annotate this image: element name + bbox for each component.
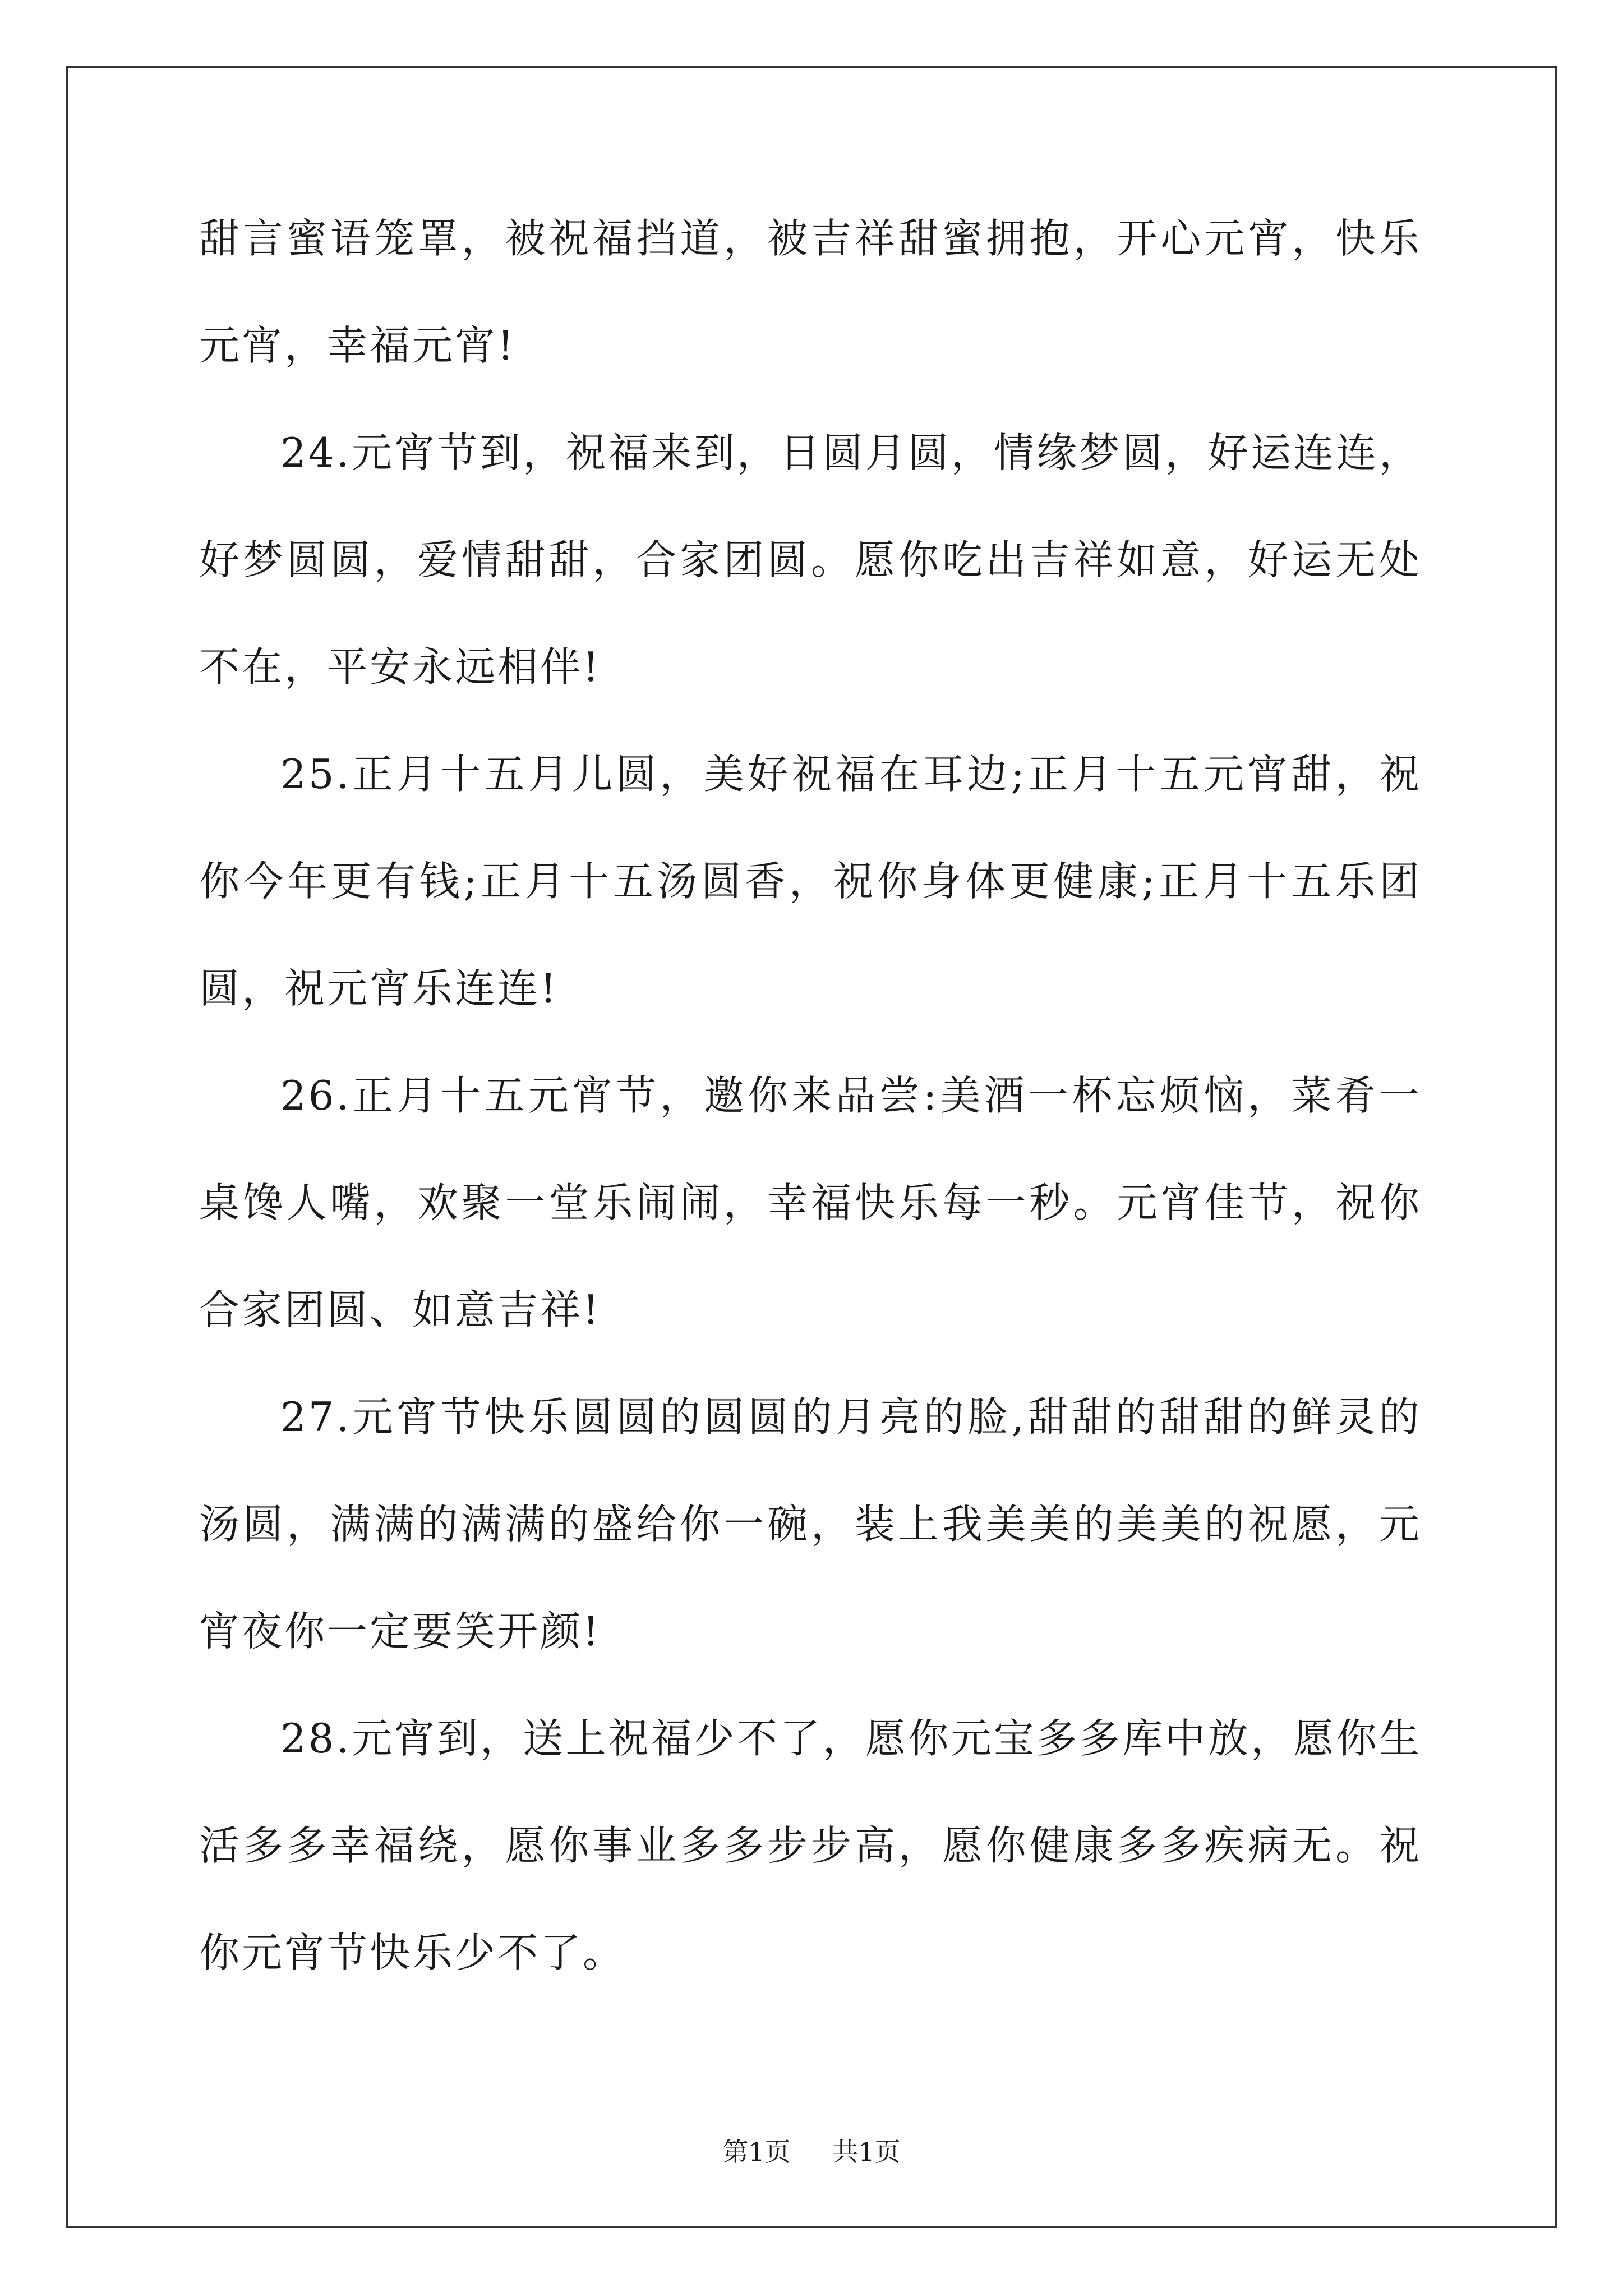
document-body	[199, 185, 1422, 2007]
paragraph-28: 28.元宵到，送上祝福少不了，愿你元宝多多库中放，愿你生活多多幸福绕，愿你事业多多步步高，愿你健康多多疾病无。祝你元宵节快乐少不了。	[199, 1715, 1422, 1976]
paragraph-27: 27.元宵节快乐圆圆的圆圆的月亮的脸,甜甜的甜甜的鲜灵的汤圆，满满的满满的盛给你一碗，装上我美美的美美的祝愿，元宵夜你一定要笑开颜!	[199, 1393, 1422, 1655]
paragraph-24: 24.元宵节到，祝福来到，日圆月圆，情缘梦圆，好运连连，好梦圆圆，爱情甜甜，合家团圆。愿你吃出吉祥如意，好运无处不在，平安永远相伴!	[199, 429, 1422, 691]
paragraph-25: 25.正月十五月儿圆，美好祝福在耳边;正月十五元宵甜，祝你今年更有钱;正月十五汤圆香，祝你身体更健康;正月十五乐团圆，祝元宵乐连连!	[199, 751, 1422, 1012]
paragraph-26: 26.正月十五元宵节，邀你来品尝:美酒一杯忘烦恼，菜肴一桌馋人嘴，欢聚一堂乐闹闹，幸福快乐每一秒。元宵佳节，祝你合家团圆、如意吉祥!	[199, 1072, 1422, 1333]
paragraph-1: 甜言蜜语笼罩，被祝福挡道，被吉祥甜蜜拥抱，开心元宵，快乐元宵，幸福元宵!	[199, 215, 1422, 369]
page-total: 共1页	[832, 2137, 901, 2167]
page-number: 第1页	[722, 2137, 791, 2167]
page-footer	[0, 2132, 1623, 2169]
